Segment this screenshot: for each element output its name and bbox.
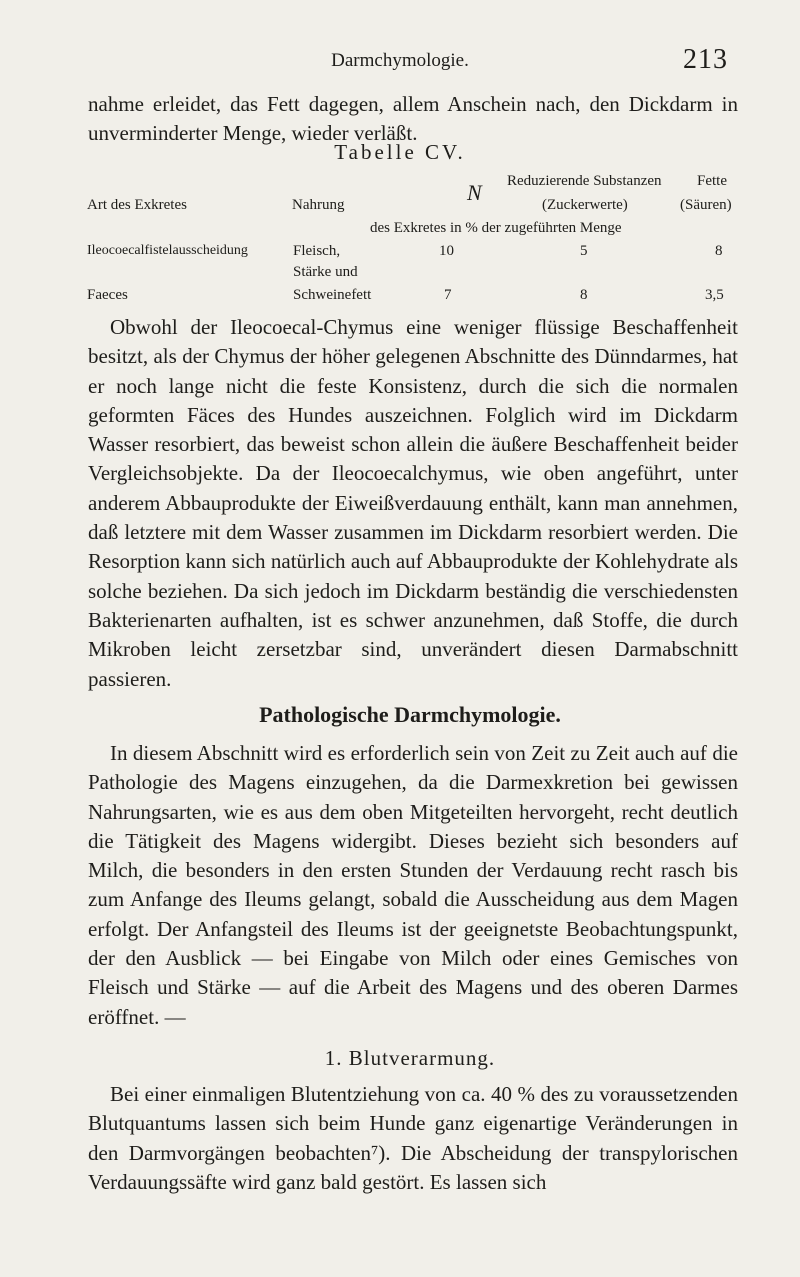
paragraph-3-text: Bei einer einmaligen Blutentziehung von ca. 40 % des zu voraussetzenden Blutquantums lassen sich beim Hunde ganz eigenartige Veränderungen in den Darmvorgängen beobachten⁷). Die Abscheidung der transpylorischen Verdauungssäfte wird ganz bald gestört. Es lassen sich — [88, 1082, 738, 1194]
row-1-n: 10 — [439, 243, 454, 259]
page-number: 213 — [683, 44, 728, 75]
intro-text: nahme erleidet, das Fett dagegen, allem Anschein nach, den Dickdarm in unverminderter Menge, wieder verläßt. — [88, 92, 738, 146]
row-1-fette: 8 — [715, 243, 723, 259]
paragraph-2 — [88, 739, 738, 1032]
row-2-nahrung-1: Schweinefett — [293, 287, 372, 303]
paragraph-3 — [88, 1080, 738, 1197]
paragraph-1 — [88, 313, 738, 694]
column-header-reduz: Reduzierende Substanzen — [507, 173, 662, 189]
table-title: Tabelle CV. — [334, 140, 466, 164]
row-2-fette: 3,5 — [705, 287, 724, 303]
row-2-reduz: 8 — [580, 287, 588, 303]
column-header-nahrung: Nahrung — [292, 197, 345, 213]
column-header-art: Art des Exkretes — [87, 197, 187, 213]
subheading: 1. Blutverarmung. — [324, 1046, 496, 1070]
column-header-reduz-sub: (Zuckerwerte) — [542, 197, 628, 213]
running-title: Darmchymologie. — [331, 50, 469, 71]
row-1-nahrung-2: Stärke und — [293, 264, 358, 280]
row-1-reduz: 5 — [580, 243, 588, 259]
column-header-fette: Fette — [697, 173, 727, 189]
percent-line: des Exkretes in % der zugeführten Menge — [370, 220, 622, 236]
paragraph-2-text: In diesem Abschnitt wird es erforderlich sein von Zeit zu Zeit auch auf die Pathologie des Magens einzugehen, da die Darmexkretion bei gewissen Nahrungsarten, wie es aus dem oben Mitgeteilten hervorgeht, recht deutlich die Tätigkeit des Magens widergibt. Dieses bezieht sich besonders auf Milch, die besonders in den ersten Stunden der Verdauung recht rasch bis zum Anfange des Ileums gelangt, sobald die Ausscheidung aus dem Magen erfolgt. Der Anfangsteil des Ileums ist der geeignetste Beobachtungspunkt, der den Ausblick — bei Eingabe von Milch oder eines Gemisches von Fleisch und Stärke — auf die Arbeit des Magens und des oberen Darmes eröffnet. — — [88, 741, 738, 1029]
row-2-n: 7 — [444, 287, 452, 303]
row-1-art: Ileocoecalfistelausscheidung — [87, 243, 248, 258]
row-2-art: Faeces — [87, 287, 128, 303]
paragraph-1-text: Obwohl der Ileocoecal-Chymus eine weniger flüssige Beschaffenheit besitzt, als der Chymus der höher gelegenen Abschnitte des Dünndarmes, hat er noch lange nicht die feste Konsistenz, durch die sich die normalen geformten Fäces des Hundes auszeichnen. Folglich wird im Dickdarm Wasser resorbiert, das beweist schon allein die äußere Beschaffenheit beider Vergleichsobjekte. Da der Ileocoecalchymus, wie oben angeführt, unter anderem Abbauprodukte der Eiweißverdauung enthält, kann man annehmen, daß letztere mit dem Wasser zusammen im Dickdarm resorbiert werden. Die Resorption kann sich natürlich auch auf Abbauprodukte der Kohlehydrate als solche beziehen. Da sich jedoch im Dickdarm beständig die verschiedensten Bakterienarten aufhalten, ist es schwer anzunehmen, daß Stoffe, die durch Mikroben leicht zersetzbar sind, unverändert diesen Darmabschnitt passieren. — [88, 315, 738, 691]
row-1-nahrung-1: Fleisch, — [293, 243, 341, 259]
column-header-fette-sub: (Säuren) — [680, 197, 732, 213]
column-header-n: N — [467, 180, 482, 205]
section-heading: Pathologische Darmchymologie. — [259, 702, 561, 727]
